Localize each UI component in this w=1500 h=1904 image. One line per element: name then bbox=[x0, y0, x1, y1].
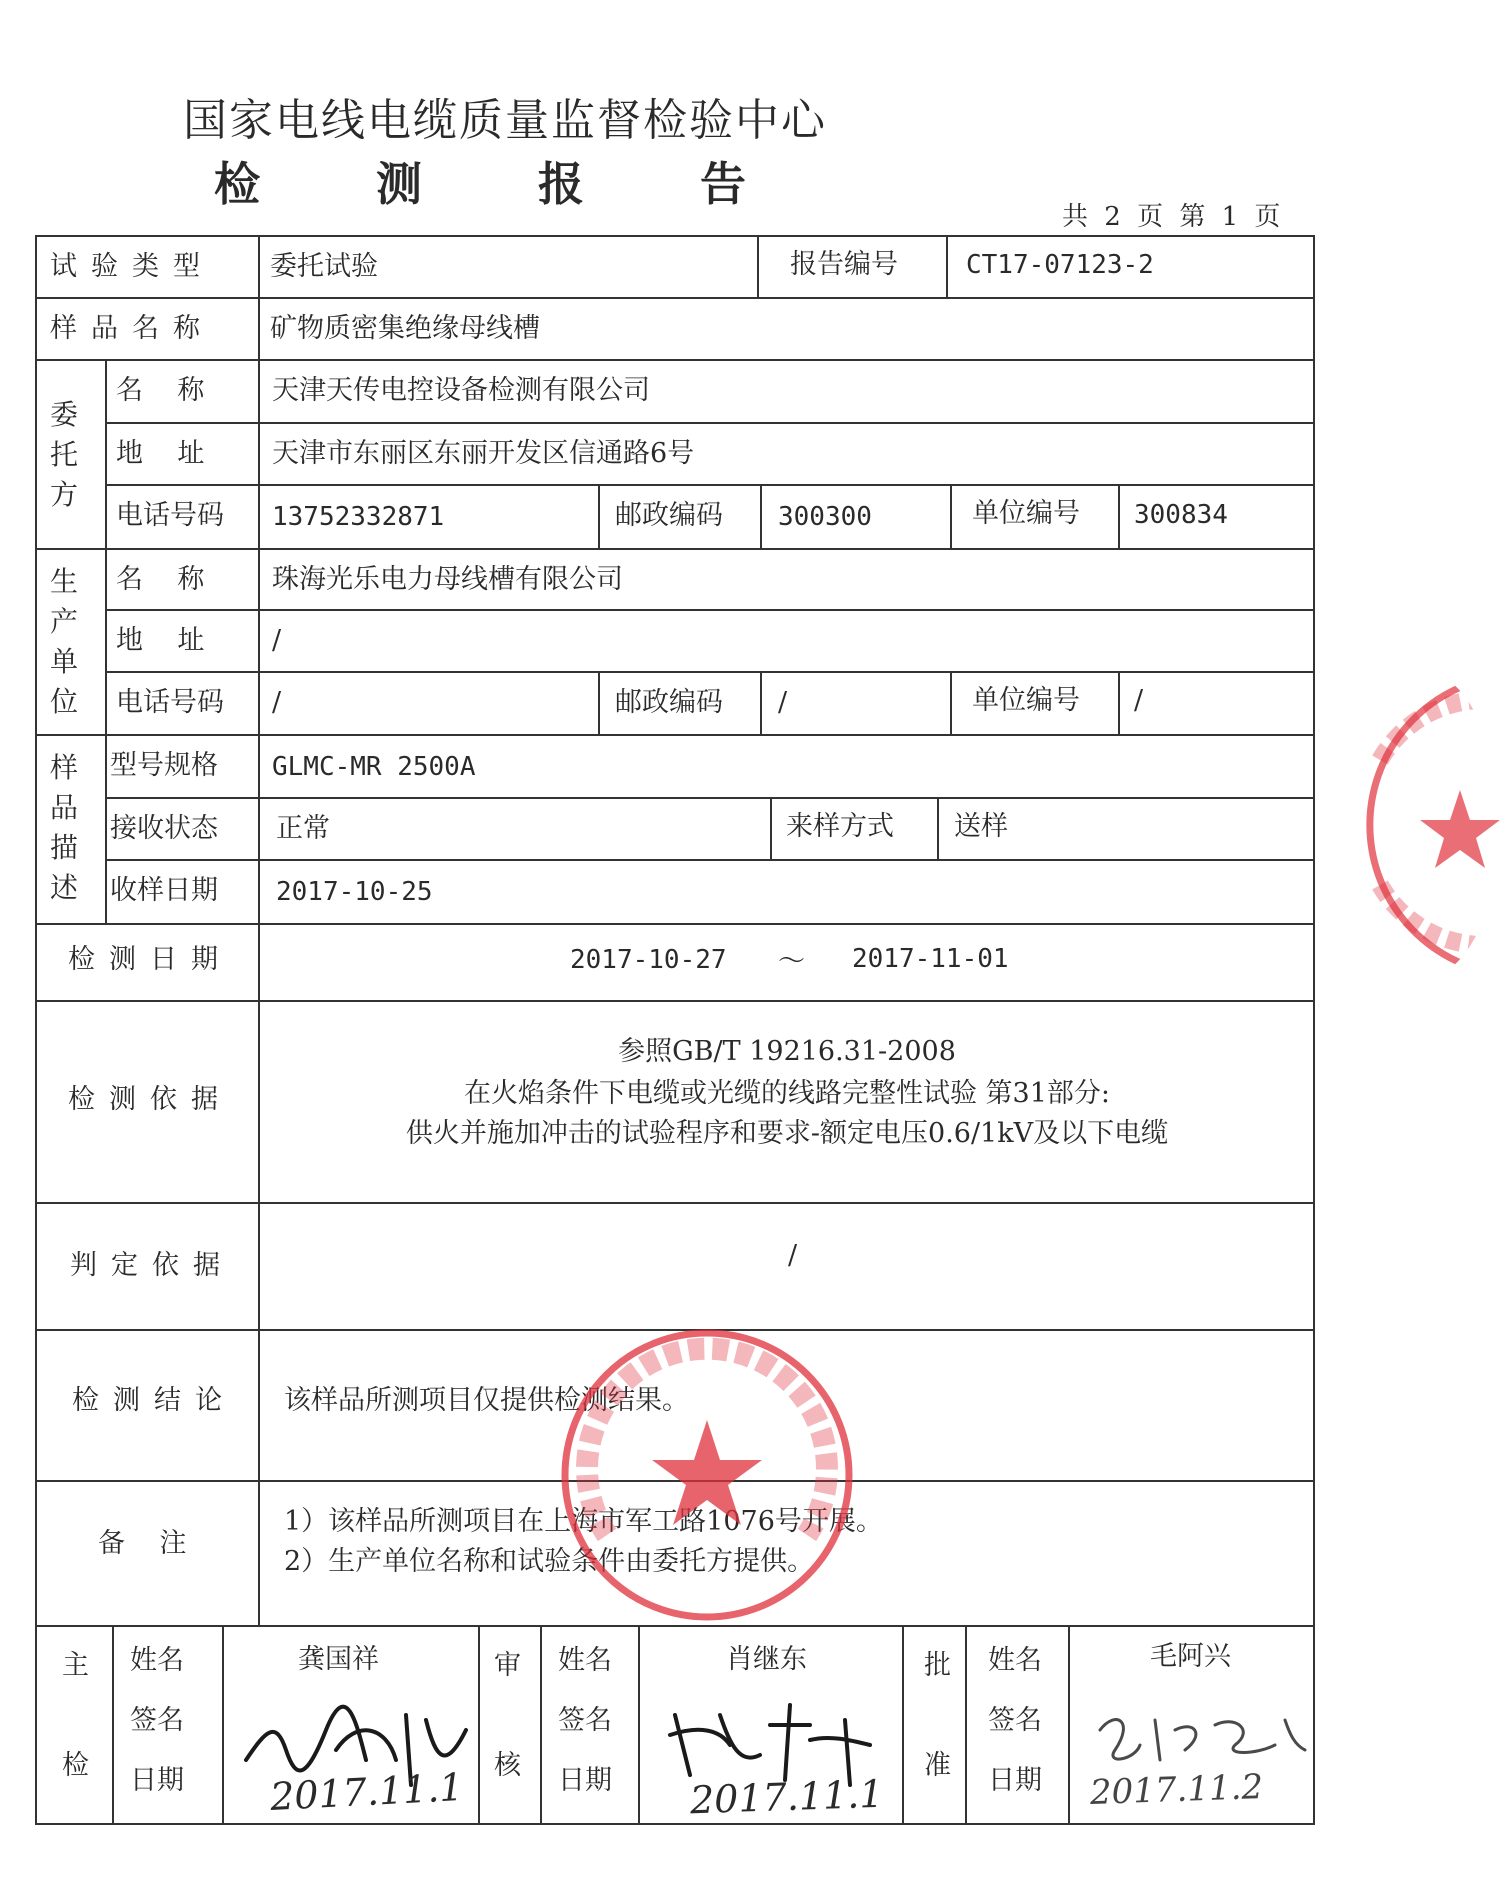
model-label: 型号规格 bbox=[110, 750, 218, 781]
receive-state-value: 正常 bbox=[276, 813, 330, 844]
approver-sign-date: 2017.11.2 bbox=[1089, 1766, 1264, 1814]
remarks-label: 备 注 bbox=[98, 1528, 187, 1559]
sample-name-value: 矿物质密集绝缘母线槽 bbox=[270, 313, 540, 344]
approver-role-bottom: 准 bbox=[924, 1750, 951, 1781]
client-address-label: 地 址 bbox=[116, 438, 205, 469]
judgement-label: 判定依据 bbox=[70, 1250, 234, 1281]
sample-group-label: 样 品 描 述 bbox=[49, 751, 78, 904]
approver-signature bbox=[1085, 1690, 1315, 1780]
reviewer-name: 肖继东 bbox=[726, 1644, 807, 1675]
test-type-label: 试验类型 bbox=[50, 251, 214, 282]
remarks-line-2: 2）生产单位名称和试验条件由委托方提供。 bbox=[284, 1546, 815, 1577]
basis-line-1: 参照GB/T 19216.31-2008 bbox=[618, 1036, 956, 1067]
report-no-value: CT17-07123-2 bbox=[966, 250, 1154, 280]
producer-unit-no-label: 单位编号 bbox=[972, 685, 1080, 716]
reviewer-role-bottom: 核 bbox=[494, 1750, 521, 1781]
producer-unit-no-value: / bbox=[1134, 685, 1144, 716]
remarks-line-1: 1）该样品所测项目在上海市军工路1076号开展。 bbox=[284, 1506, 883, 1537]
producer-phone-value: / bbox=[272, 687, 282, 718]
receive-state-label: 接收状态 bbox=[110, 813, 218, 844]
judgement-value: / bbox=[788, 1240, 798, 1271]
sample-name-label: 样品名称 bbox=[50, 313, 214, 344]
conclusion-value: 该样品所测项目仅提供检测结果。 bbox=[284, 1385, 689, 1416]
client-name-value: 天津天传电控设备检测有限公司 bbox=[272, 375, 650, 406]
conclusion-label: 检测结论 bbox=[72, 1385, 236, 1416]
producer-group-label: 生 产 单 位 bbox=[49, 565, 78, 718]
reviewer-role-top: 审 bbox=[494, 1650, 521, 1681]
reviewer-sign-label: 签名 bbox=[558, 1705, 612, 1736]
delivery-label: 来样方式 bbox=[786, 811, 894, 842]
test-type-value: 委托试验 bbox=[270, 251, 378, 282]
client-name-label: 名 称 bbox=[116, 375, 205, 406]
inspector-sign-label: 签名 bbox=[130, 1705, 184, 1736]
client-unit-no-value: 300834 bbox=[1134, 500, 1228, 530]
official-seal bbox=[552, 1320, 862, 1630]
producer-address-value: / bbox=[272, 625, 282, 656]
basis-label: 检测依据 bbox=[68, 1084, 232, 1115]
reviewer-date-label: 日期 bbox=[558, 1765, 612, 1796]
inspector-name: 龚国祥 bbox=[298, 1644, 379, 1675]
client-address-value: 天津市东丽区东丽开发区信通路6号 bbox=[272, 438, 695, 469]
approver-name: 毛阿兴 bbox=[1150, 1641, 1231, 1672]
document-title: 检 测 报 告 bbox=[213, 157, 797, 211]
approver-date-label: 日期 bbox=[988, 1765, 1042, 1796]
producer-name-label: 名 称 bbox=[116, 564, 205, 595]
reviewer-sign-date: 2017.11.1 bbox=[689, 1771, 885, 1823]
producer-name-value: 珠海光乐电力母线槽有限公司 bbox=[272, 564, 623, 595]
receive-date-label: 收样日期 bbox=[110, 875, 218, 906]
producer-postcode-label: 邮政编码 bbox=[615, 687, 723, 718]
client-phone-label: 电话号码 bbox=[116, 500, 224, 531]
page-info: 共 2 页 第 1 页 bbox=[1062, 202, 1285, 232]
client-phone-value: 13752332871 bbox=[272, 502, 445, 532]
test-date-separator: ～ bbox=[778, 946, 805, 977]
test-date-end: 2017-11-01 bbox=[852, 944, 1009, 974]
inspector-role-bottom: 检 bbox=[62, 1750, 89, 1781]
delivery-value: 送样 bbox=[954, 811, 1008, 842]
model-value: GLMC-MR 2500A bbox=[272, 752, 476, 782]
report-no-label: 报告编号 bbox=[790, 249, 898, 280]
inspector-sign-date: 2017.11.1 bbox=[268, 1764, 465, 1820]
approver-name-label: 姓名 bbox=[988, 1645, 1042, 1676]
receive-date-value: 2017-10-25 bbox=[276, 877, 433, 907]
organization-title: 国家电线电缆质量监督检验中心 bbox=[183, 95, 827, 146]
reviewer-name-label: 姓名 bbox=[558, 1645, 612, 1676]
client-unit-no-label: 单位编号 bbox=[972, 498, 1080, 529]
client-postcode-value: 300300 bbox=[778, 502, 872, 532]
basis-line-2: 在火焰条件下电缆或光缆的线路完整性试验 第31部分: bbox=[463, 1078, 1111, 1109]
producer-address-label: 地 址 bbox=[116, 625, 205, 656]
producer-postcode-value: / bbox=[778, 687, 788, 718]
producer-phone-label: 电话号码 bbox=[116, 687, 224, 718]
client-postcode-label: 邮政编码 bbox=[615, 500, 723, 531]
inspector-date-label: 日期 bbox=[130, 1765, 184, 1796]
approver-role-top: 批 bbox=[924, 1650, 951, 1681]
inspector-role-top: 主 bbox=[62, 1650, 89, 1681]
basis-line-3: 供火并施加冲击的试验程序和要求-额定电压0.6/1kV及以下电缆 bbox=[405, 1118, 1169, 1149]
approver-sign-label: 签名 bbox=[988, 1705, 1042, 1736]
test-date-start: 2017-10-27 bbox=[570, 945, 727, 975]
inspector-name-label: 姓名 bbox=[130, 1645, 184, 1676]
seam-seal bbox=[1340, 670, 1500, 980]
test-date-label: 检测日期 bbox=[68, 944, 232, 975]
client-group-label: 委 托 方 bbox=[49, 398, 78, 511]
